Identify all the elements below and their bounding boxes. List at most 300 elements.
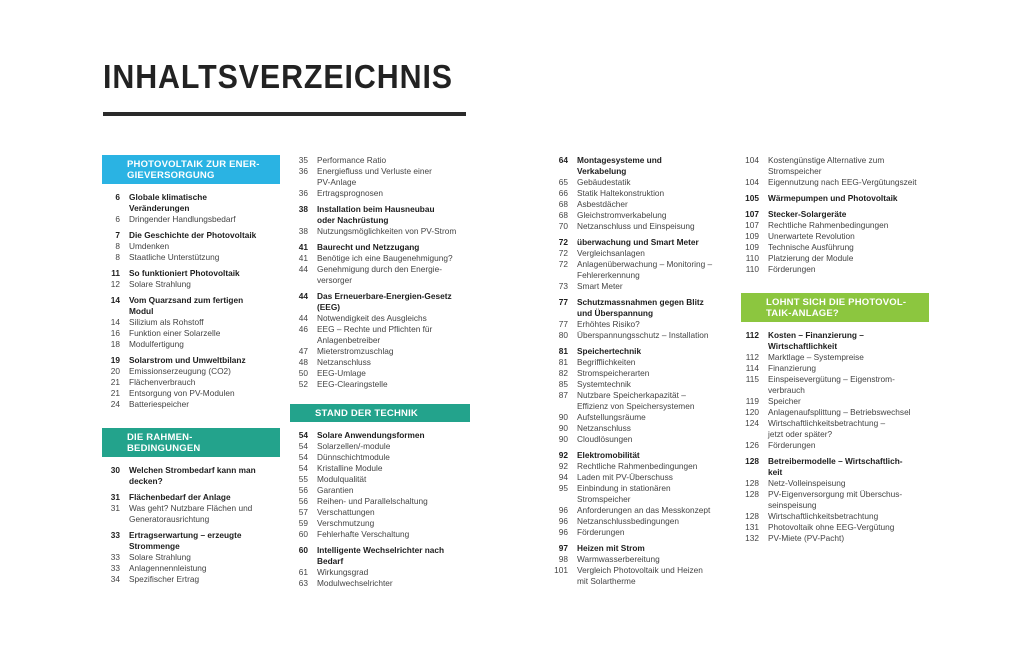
toc-subentry — [550, 390, 730, 412]
section-banner-photovoltaik: PHOTOVOLTAIK ZUR ENER- GIEVERSORGUNG — [102, 155, 280, 184]
entry-title: Netzanschlussbedingungen — [577, 516, 679, 526]
page-number: 55 — [298, 474, 308, 484]
entry-title: überwachung und Smart Meter — [577, 237, 699, 247]
toc-subentry — [102, 252, 280, 263]
entry-title: Aufstellungsräume — [577, 412, 646, 422]
page-number: 14 — [110, 317, 120, 327]
entry-title: Genehmigung durch den Energie- versorger — [317, 264, 442, 285]
page-number: 24 — [110, 399, 120, 409]
page-number: 44 — [298, 291, 308, 301]
toc-subentry — [550, 461, 730, 472]
toc-subentry — [550, 248, 730, 259]
page-number: 131 — [745, 522, 759, 532]
toc-list — [102, 465, 280, 585]
page-number: 101 — [554, 565, 568, 575]
entry-title: Nutzbare Speicherkapazität – Effizienz von Speichersystemen — [577, 390, 695, 411]
toc-list — [102, 192, 280, 410]
toc-subentry — [741, 407, 929, 418]
page-number: 11 — [111, 268, 120, 278]
entry-title: Platzierung der Module — [768, 253, 854, 263]
entry-title: Energiefluss und Verluste einer PV-Anlage — [317, 166, 432, 187]
entry-title: Verschmutzung — [317, 518, 375, 528]
toc-subentry — [290, 567, 470, 578]
entry-title: Solare Anwendungsformen — [317, 430, 425, 440]
page-number: 82 — [558, 368, 568, 378]
page-number: 104 — [745, 155, 759, 165]
page-number: 115 — [745, 374, 759, 384]
toc-subentry — [550, 412, 730, 423]
entry-title: Staatliche Unterstützung — [129, 252, 220, 262]
entry-title: Batteriespeicher — [129, 399, 189, 409]
toc-subentry — [550, 565, 730, 587]
page-number: 104 — [745, 177, 759, 187]
toc-subentry — [550, 281, 730, 292]
entry-title: Wirtschaftlichkeitsbetrachtung – jetzt oder später? — [768, 418, 886, 439]
page-number: 77 — [558, 319, 568, 329]
toc-chapter — [550, 237, 730, 248]
toc-subentry — [290, 485, 470, 496]
toc-column-3 — [550, 155, 730, 587]
page-number: 66 — [558, 188, 568, 198]
page-number: 73 — [558, 281, 568, 291]
page-number: 65 — [558, 177, 568, 187]
page-title: INHALTSVERZEICHNIS — [103, 58, 453, 95]
page-number: 128 — [745, 456, 759, 466]
toc-subentry — [290, 578, 470, 589]
page-number: 72 — [558, 237, 568, 247]
toc-subentry — [290, 518, 470, 529]
toc-subentry — [102, 388, 280, 399]
page-number: 6 — [115, 192, 120, 202]
toc-chapter — [290, 204, 470, 226]
toc-subentry — [741, 177, 929, 188]
toc-list — [290, 430, 470, 589]
toc-subentry — [102, 399, 280, 410]
entry-title: Funktion einer Solarzelle — [129, 328, 221, 338]
entry-title: Asbestdächer — [577, 199, 628, 209]
page-number: 44 — [298, 264, 308, 274]
page-number: 59 — [298, 518, 308, 528]
toc-subentry — [550, 259, 730, 281]
entry-title: Netzanschluss — [317, 357, 371, 367]
entry-title: Speicher — [768, 396, 801, 406]
entry-title: Netzanschluss — [577, 423, 631, 433]
toc-subentry — [741, 264, 929, 275]
toc-subentry — [102, 503, 280, 525]
page-number: 119 — [745, 396, 759, 406]
toc-subentry — [741, 418, 929, 440]
page-number: 14 — [110, 295, 120, 305]
toc-subentry — [290, 253, 470, 264]
entry-title: Anlagenaufsplittung – Betriebswechsel — [768, 407, 911, 417]
entry-title: Warmwasserbereitung — [577, 554, 660, 564]
toc-subentry — [290, 188, 470, 199]
toc-subentry — [741, 396, 929, 407]
entry-title: Wärmepumpen und Photovoltaik — [768, 193, 898, 203]
entry-title: Rechtliche Rahmenbedingungen — [577, 461, 698, 471]
page-number: 94 — [558, 472, 568, 482]
entry-title: Finanzierung — [768, 363, 816, 373]
entry-title: Gebäudestatik — [577, 177, 631, 187]
toc-chapter — [550, 155, 730, 177]
entry-title: Dünnschichtmodule — [317, 452, 390, 462]
entry-title: Solare Strahlung — [129, 552, 191, 562]
entry-title: Überspannungsschutz – Installation — [577, 330, 709, 340]
entry-title: Modulfertigung — [129, 339, 184, 349]
toc-subentry — [741, 253, 929, 264]
entry-title: Garantien — [317, 485, 354, 495]
entry-title: Elektromobilität — [577, 450, 640, 460]
entry-title: Smart Meter — [577, 281, 623, 291]
entry-title: Solarzellen/-module — [317, 441, 391, 451]
entry-title: Speichertechnik — [577, 346, 642, 356]
entry-title: Stecker-Solargeräte — [768, 209, 847, 219]
entry-title: Emissionserzeugung (CO2) — [129, 366, 231, 376]
entry-title: Marktlage – Systempreise — [768, 352, 864, 362]
entry-title: Laden mit PV-Überschuss — [577, 472, 673, 482]
page-number: 52 — [298, 379, 308, 389]
page-number: 107 — [745, 220, 759, 230]
entry-title: EEG-Clearingstelle — [317, 379, 388, 389]
page-number: 72 — [558, 259, 568, 269]
toc-subentry — [102, 279, 280, 290]
page-number: 7 — [115, 230, 120, 240]
toc-subentry — [290, 313, 470, 324]
toc-subentry — [550, 379, 730, 390]
toc-chapter — [102, 192, 280, 214]
toc-subentry — [290, 368, 470, 379]
page-number: 8 — [115, 252, 120, 262]
entry-title: Anforderungen an das Messkonzept — [577, 505, 711, 515]
toc-subentry — [550, 177, 730, 188]
page-number: 34 — [110, 574, 120, 584]
page-number: 6 — [115, 214, 120, 224]
toc-chapter — [290, 242, 470, 253]
page-number: 112 — [745, 330, 759, 340]
entry-title: EEG – Rechte und Pflichten für Anlagenbetreiber — [317, 324, 433, 345]
page-number: 60 — [298, 529, 308, 539]
toc-subentry — [550, 330, 730, 341]
toc-subentry — [550, 472, 730, 483]
entry-title: Kostengünstige Alternative zum Stromspeicher — [768, 155, 885, 176]
toc-subentry — [102, 377, 280, 388]
page-number: 90 — [558, 434, 568, 444]
page-number: 12 — [110, 279, 120, 289]
entry-title: Was geht? Nutzbare Flächen und Generatorausrichtung — [129, 503, 253, 524]
entry-title: Flächenverbrauch — [129, 377, 196, 387]
toc-subentry — [741, 440, 929, 451]
toc-chapter — [290, 545, 470, 567]
toc-subentry — [290, 441, 470, 452]
page-number: 96 — [558, 505, 568, 515]
page-number: 112 — [745, 352, 759, 362]
entry-title: Systemtechnik — [577, 379, 631, 389]
toc-subentry — [290, 166, 470, 188]
page-number: 105 — [745, 193, 759, 203]
toc-column-1 — [102, 155, 280, 585]
entry-title: Netzanschluss und Einspeisung — [577, 221, 695, 231]
toc-list — [290, 155, 470, 390]
page-number: 114 — [745, 363, 759, 373]
toc-subentry — [290, 264, 470, 286]
entry-title: Baurecht und Netzzugang — [317, 242, 420, 252]
page-number: 41 — [298, 253, 308, 263]
toc-subentry — [550, 554, 730, 565]
page-number: 120 — [745, 407, 759, 417]
toc-subentry — [290, 452, 470, 463]
entry-title: Solarstrom und Umweltbilanz — [129, 355, 246, 365]
page-number: 38 — [298, 204, 308, 214]
page-number: 19 — [110, 355, 120, 365]
entry-title: Installation beim Hausneubau oder Nachrüstung — [317, 204, 435, 225]
page-number: 80 — [558, 330, 568, 340]
entry-title: Montagesysteme und Verkabelung — [577, 155, 662, 176]
page-number: 57 — [298, 507, 308, 517]
page-number: 46 — [298, 324, 308, 334]
toc-subentry — [290, 226, 470, 237]
page-number: 87 — [558, 390, 568, 400]
toc-subentry — [741, 478, 929, 489]
entry-title: Förderungen — [577, 527, 625, 537]
entry-title: Modulwechselrichter — [317, 578, 393, 588]
entry-title: Ertragserwartung – erzeugte Strommenge — [129, 530, 242, 551]
page-number: 44 — [298, 313, 308, 323]
toc-chapter — [741, 330, 929, 352]
entry-title: Entsorgung von PV-Modulen — [129, 388, 235, 398]
page-number: 81 — [558, 346, 568, 356]
entry-title: Flächenbedarf der Anlage — [129, 492, 231, 502]
toc-chapter — [550, 450, 730, 461]
page-number: 8 — [115, 241, 120, 251]
page-number: 54 — [298, 430, 308, 440]
toc-subentry — [741, 511, 929, 522]
entry-title: Vergleich Photovoltaik und Heizen mit Solartherme — [577, 565, 703, 586]
page-number: 21 — [110, 377, 120, 387]
toc-subentry — [741, 352, 929, 363]
page-number: 54 — [298, 463, 308, 473]
entry-title: Einbindung in stationären Stromspeicher — [577, 483, 671, 504]
entry-title: Intelligente Wechselrichter nach Bedarf — [317, 545, 445, 566]
page-number: 47 — [298, 346, 308, 356]
page-number: 77 — [558, 297, 568, 307]
page-number: 20 — [110, 366, 120, 376]
page-number: 92 — [558, 450, 568, 460]
toc-subentry — [550, 210, 730, 221]
page-number: 128 — [745, 511, 759, 521]
entry-title: Reihen- und Parallelschaltung — [317, 496, 428, 506]
page-number: 56 — [298, 496, 308, 506]
toc-chapter — [290, 291, 470, 313]
toc-chapter — [102, 230, 280, 241]
entry-title: Einspeisevergütung – Eigenstrom- verbrauch — [768, 374, 895, 395]
toc-list — [741, 330, 929, 544]
toc-list — [741, 155, 929, 275]
toc-subentry — [290, 346, 470, 357]
toc-column-2 — [290, 155, 470, 589]
page-number: 97 — [558, 543, 568, 553]
entry-title: Netz-Volleinspeisung — [768, 478, 846, 488]
page-number: 110 — [745, 253, 759, 263]
toc-chapter — [290, 430, 470, 441]
entry-title: Notwendigkeit des Ausgleichs — [317, 313, 427, 323]
toc-subentry — [290, 379, 470, 390]
page-number: 72 — [558, 248, 568, 258]
toc-subentry — [741, 242, 929, 253]
toc-chapter — [741, 456, 929, 478]
entry-title: Vergleichsanlagen — [577, 248, 645, 258]
entry-title: Ertragsprognosen — [317, 188, 383, 198]
entry-title: Kristalline Module — [317, 463, 383, 473]
page-number: 33 — [110, 552, 120, 562]
toc-subentry — [550, 319, 730, 330]
title-rule — [103, 112, 466, 116]
entry-title: EEG-Umlage — [317, 368, 366, 378]
toc-subentry — [102, 317, 280, 328]
section-banner-rahmenbedingungen: DIE RAHMEN- BEDINGUNGEN — [102, 428, 280, 457]
toc-subentry — [741, 374, 929, 396]
page-number: 31 — [110, 503, 120, 513]
page-number: 41 — [298, 242, 308, 252]
toc-subentry — [102, 328, 280, 339]
entry-title: Begrifflichkeiten — [577, 357, 636, 367]
page-number: 90 — [558, 412, 568, 422]
toc-subentry — [741, 533, 929, 544]
toc-subentry — [290, 155, 470, 166]
toc-subentry — [290, 529, 470, 540]
toc-subentry — [741, 155, 929, 177]
toc-subentry — [550, 434, 730, 445]
entry-title: Anlagenüberwachung – Monitoring – Fehlererkennung — [577, 259, 713, 280]
toc-chapter — [741, 193, 929, 204]
toc-chapter — [550, 543, 730, 554]
entry-title: Silizium als Rohstoff — [129, 317, 204, 327]
toc-subentry — [102, 366, 280, 377]
page-number: 95 — [558, 483, 568, 493]
page-number: 60 — [298, 545, 308, 555]
page-number: 54 — [298, 441, 308, 451]
toc-chapter — [550, 346, 730, 357]
page-number: 68 — [558, 210, 568, 220]
page-number: 33 — [110, 563, 120, 573]
page-number: 96 — [558, 527, 568, 537]
toc-subentry — [550, 221, 730, 232]
toc-subentry — [102, 574, 280, 585]
entry-title: Performance Ratio — [317, 155, 387, 165]
page-number: 56 — [298, 485, 308, 495]
entry-title: Rechtliche Rahmenbedingungen — [768, 220, 889, 230]
entry-title: Kosten – Finanzierung – Wirtschaftlichkeit — [768, 330, 864, 351]
entry-title: Wirtschaftlichkeitsbetrachtung — [768, 511, 879, 521]
entry-title: Statik Haltekonstruktion — [577, 188, 665, 198]
page-number: 48 — [298, 357, 308, 367]
entry-title: Erhöhtes Risiko? — [577, 319, 640, 329]
entry-title: Förderungen — [768, 264, 816, 274]
toc-subentry — [550, 368, 730, 379]
entry-title: Mieterstromzuschlag — [317, 346, 394, 356]
entry-title: Umdenken — [129, 241, 170, 251]
entry-title: Nutzungsmöglichkeiten von PV-Strom — [317, 226, 457, 236]
section-banner-lohnt-sich: LOHNT SICH DIE PHOTOVOL- TAIK-ANLAGE? — [741, 293, 929, 322]
toc-chapter — [102, 268, 280, 279]
entry-title: Solare Strahlung — [129, 279, 191, 289]
entry-title: Gleichstromverkabelung — [577, 210, 667, 220]
page-number: 54 — [298, 452, 308, 462]
page-number: 64 — [558, 155, 568, 165]
toc-subentry — [550, 527, 730, 538]
entry-title: Modulqualität — [317, 474, 367, 484]
page-number: 96 — [558, 516, 568, 526]
toc-subentry — [550, 516, 730, 527]
page-number: 124 — [745, 418, 759, 428]
entry-title: Technische Ausführung — [768, 242, 854, 252]
page-number: 31 — [110, 492, 120, 502]
entry-title: Die Geschichte der Photovoltaik — [129, 230, 257, 240]
toc-subentry — [550, 199, 730, 210]
entry-title: PV-Eigenversorgung mit Überschus- seinspeisung — [768, 489, 903, 510]
toc-subentry — [290, 474, 470, 485]
entry-title: Eigennutzung nach EEG-Vergütungszeit — [768, 177, 917, 187]
entry-title: Unerwartete Revolution — [768, 231, 855, 241]
page-number: 18 — [110, 339, 120, 349]
entry-title: Welchen Strombedarf kann man decken? — [129, 465, 256, 486]
toc-column-4 — [741, 155, 929, 544]
toc-subentry — [102, 214, 280, 225]
entry-title: Das Erneuerbare-Energien-Gesetz (EEG) — [317, 291, 452, 312]
toc-subentry — [290, 324, 470, 346]
toc-chapter — [102, 530, 280, 552]
entry-title: Heizen mit Strom — [577, 543, 645, 553]
toc-subentry — [290, 507, 470, 518]
entry-title: Benötige ich eine Baugenehmigung? — [317, 253, 453, 263]
page-number: 16 — [110, 328, 120, 338]
entry-title: Förderungen — [768, 440, 816, 450]
page-number: 109 — [745, 242, 759, 252]
page-number: 110 — [745, 264, 759, 274]
entry-title: Photovoltaik ohne EEG-Vergütung — [768, 522, 895, 532]
entry-title: Vom Quarzsand zum fertigen Modul — [129, 295, 244, 316]
entry-title: Wirkungsgrad — [317, 567, 369, 577]
entry-title: So funktioniert Photovoltaik — [129, 268, 240, 278]
entry-title: Schutzmassnahmen gegen Blitz und Überspannung — [577, 297, 704, 318]
entry-title: Betreibermodelle – Wirtschaftlich- keit — [768, 456, 903, 477]
page-number: 85 — [558, 379, 568, 389]
toc-subentry — [290, 463, 470, 474]
page-number: 128 — [745, 489, 759, 499]
entry-title: Globale klimatische Veränderungen — [129, 192, 207, 213]
toc-list — [550, 155, 730, 587]
toc-chapter — [741, 209, 929, 220]
page-number: 36 — [298, 166, 308, 176]
page-number: 50 — [298, 368, 308, 378]
entry-title: Cloudlösungen — [577, 434, 633, 444]
page-number: 70 — [558, 221, 568, 231]
entry-title: Verschattungen — [317, 507, 375, 517]
toc-subentry — [741, 489, 929, 511]
toc-chapter — [102, 492, 280, 503]
entry-title: Anlagennennleistung — [129, 563, 207, 573]
toc-subentry — [102, 552, 280, 563]
page-number: 81 — [558, 357, 568, 367]
toc-subentry — [290, 357, 470, 368]
toc-subentry — [550, 483, 730, 505]
page-number: 38 — [298, 226, 308, 236]
toc-chapter — [102, 465, 280, 487]
page-number: 109 — [745, 231, 759, 241]
section-banner-stand-der-technik: STAND DER TECHNIK — [290, 404, 470, 422]
page-number: 98 — [558, 554, 568, 564]
toc-subentry — [550, 423, 730, 434]
toc-chapter — [102, 295, 280, 317]
